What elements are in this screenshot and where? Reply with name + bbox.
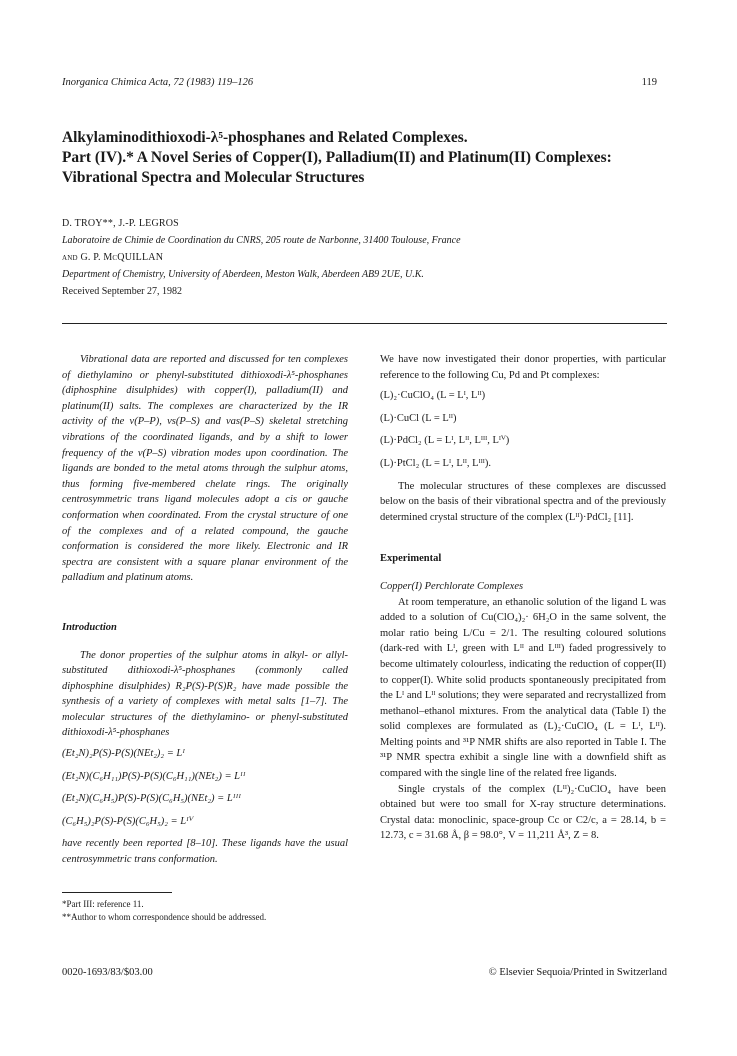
- ligand-formula-2: (Et₂N)(C₆H₁₁)P(S)-P(S)(C₆H₁₁)(NEt₂) = Lᴵᴵ: [62, 770, 246, 782]
- footnote-2: **Author to whom correspondence should be addressed.: [62, 912, 267, 922]
- complex-formula-1: (L)₂·CuClO₄ (L = Lᴵ, Lᴵᴵ): [380, 390, 486, 402]
- ligand-formula-1: (Et₂N)₂P(S)-P(S)(NEt₂)₂ = Lᴵ: [62, 748, 185, 760]
- copyright-notice: © Elsevier Sequoia/Printed in Switzerland: [488, 967, 667, 978]
- footnote-1: *Part III: reference 11.: [62, 899, 144, 909]
- title-line-3: Vibrational Spectra and Molecular Structures: [62, 169, 365, 186]
- author-block: [62, 215, 682, 300]
- page-number: 119: [641, 77, 657, 88]
- experimental-heading: Experimental: [380, 553, 442, 565]
- ligand-formula-3: (Et₂N)(C₆H₅)P(S)-P(S)(C₆H₅)(NEt₂) = Lᴵᴵᴵ: [62, 793, 241, 805]
- article-title: [62, 128, 692, 188]
- right-column: [380, 352, 666, 844]
- right-paragraph-1: We have now investigated their donor properties, with particular reference to the following Cu, Pd and Pt complexes:: [380, 354, 666, 381]
- title-line-2: Part (IV).* A Novel Series of Copper(I), Palladium(II) and Platinum(II) Complexes:: [62, 149, 612, 166]
- issn-price-code: 0020-1693/83/$03.00: [62, 967, 153, 978]
- introduction-paragraph-2: have recently been reported [8–10]. These ligands have the usual centrosymmetric trans conformation.: [62, 838, 348, 866]
- experimental-paragraph-2: Single crystals of the complex (Lᴵᴵ)₂·CuClO₄ have been obtained but were too small for X-ray structure determinations. Crystal data: monoclinic, space-group Cc or C2/c, a = 28.14, b = 12.73, c = 31.68 Å, β = 98.0°, V = 11,211 Å³, Z = 8.: [380, 783, 666, 842]
- right-paragraph-2: The molecular structures of these complexes are discussed below on the basis of their vibrational spectra and of the previously determined crystal structure of the complex (Lᴵᴵ)·PdCl₂ [11].: [380, 480, 666, 523]
- author-names-2: and G. P. McQUILLAN: [62, 252, 164, 263]
- introduction-heading: Introduction: [62, 621, 117, 633]
- affiliation-2: Department of Chemistry, University of Aberdeen, Meston Walk, Aberdeen AB9 2UE, U.K.: [62, 269, 424, 280]
- introduction-paragraph-1: The donor properties of the sulphur atoms in alkyl- or allyl-substituted dithioxodi-λ⁵-phosphanes (commonly called diphosphine disulphides) R₂P(S)-P(S)R₂ have made possible the synthesis of a variety of complexes with metal salts [1–7]. The molecular structures of the diethylamino- or phenyl-substituted dithioxodi-λ⁵-phosphanes: [62, 649, 348, 739]
- footnote-rule: [62, 892, 172, 893]
- title-line-1: Alkylaminodithioxodi-λ⁵-phosphanes and Related Complexes.: [62, 129, 468, 146]
- abstract: Vibrational data are reported and discussed for ten complexes of diethylamino or phenyl-substituted dithioxodi-λ⁵-phosphanes (diphosphine disulphides) with copper(I), palladium(II) and platinum(II) salts. The complexes are characterized by the IR activity of the ν(P–P), νs(P–S) and νas(P–S) skeletal stretching vibrations of the coordinated ligands, and by a shift to lower frequency of the ν(P–S) vibration modes upon coordination. The ligands are bonded to the metal atoms through the sulphur atoms, thus forming five-membered chelate rings. The originally centrosymmetric trans ligand molecules adopt a cis or gauche conformation when coordinated. From the crystal structure of one of the complexes and of a related compound, the gauche conformation is considered the more likely. Electronic and IR spectra are consistent with a square planar environment of the palladium and platinum atoms.: [62, 354, 348, 584]
- journal-citation: Inorganica Chimica Acta, 72 (1983) 119–126: [62, 77, 254, 88]
- complex-formula-2: (L)·CuCl (L = Lᴵᴵ): [380, 412, 457, 424]
- complex-formula-4: (L)·PtCl₂ (L = Lᴵ, Lᴵᴵ, Lᴵᴵᴵ).: [380, 457, 492, 469]
- author-names-1: D. TROY**, J.-P. LEGROS: [62, 218, 179, 229]
- header-rule: [62, 323, 667, 324]
- ligand-formula-4: (C₆H₅)₂P(S)-P(S)(C₆H₅)₂ = Lᴵⱽ: [62, 815, 194, 827]
- left-column: [62, 352, 348, 868]
- affiliation-1: Laboratoire de Chimie de Coordination du CNRS, 205 route de Narbonne, 31400 Toulouse, France: [62, 235, 461, 246]
- experimental-paragraph-1: At room temperature, an ethanolic solution of the ligand L was added to a solution of Cu(ClO₄)₂· 6H₂O in the same solvent, the molar ratio being L/Cu = 2/1. The resulting coloured solutions (dark-red with Lᴵ, green with Lᴵᴵ and Lᴵᴵᴵ) faded progressively to become ultimately colourless, indicating the reduction of copper(II) to copper(I). White solid products spontaneously precipitated from the Lᴵ and Lᴵᴵ solutions; they were separated and recrystallized from methanol–ethanol mixtures. From the analytical data (Table I) the solid complexes are formulated as (L)₂·CuClO₄ (L = Lᴵ, Lᴵᴵ). Melting points and ³¹P NMR shifts are also reported in Table I. The ³¹P NMR spectra exhibit a single line with a downfield shift as compared with the single line of the related free ligands.: [380, 596, 666, 780]
- copper-perchlorate-subheading: Copper(I) Perchlorate Complexes: [380, 580, 524, 592]
- complex-formula-3: (L)·PdCl₂ (L = Lᴵ, Lᴵᴵ, Lᴵᴵᴵ, Lᴵⱽ): [380, 435, 510, 447]
- received-date: Received September 27, 1982: [62, 286, 182, 297]
